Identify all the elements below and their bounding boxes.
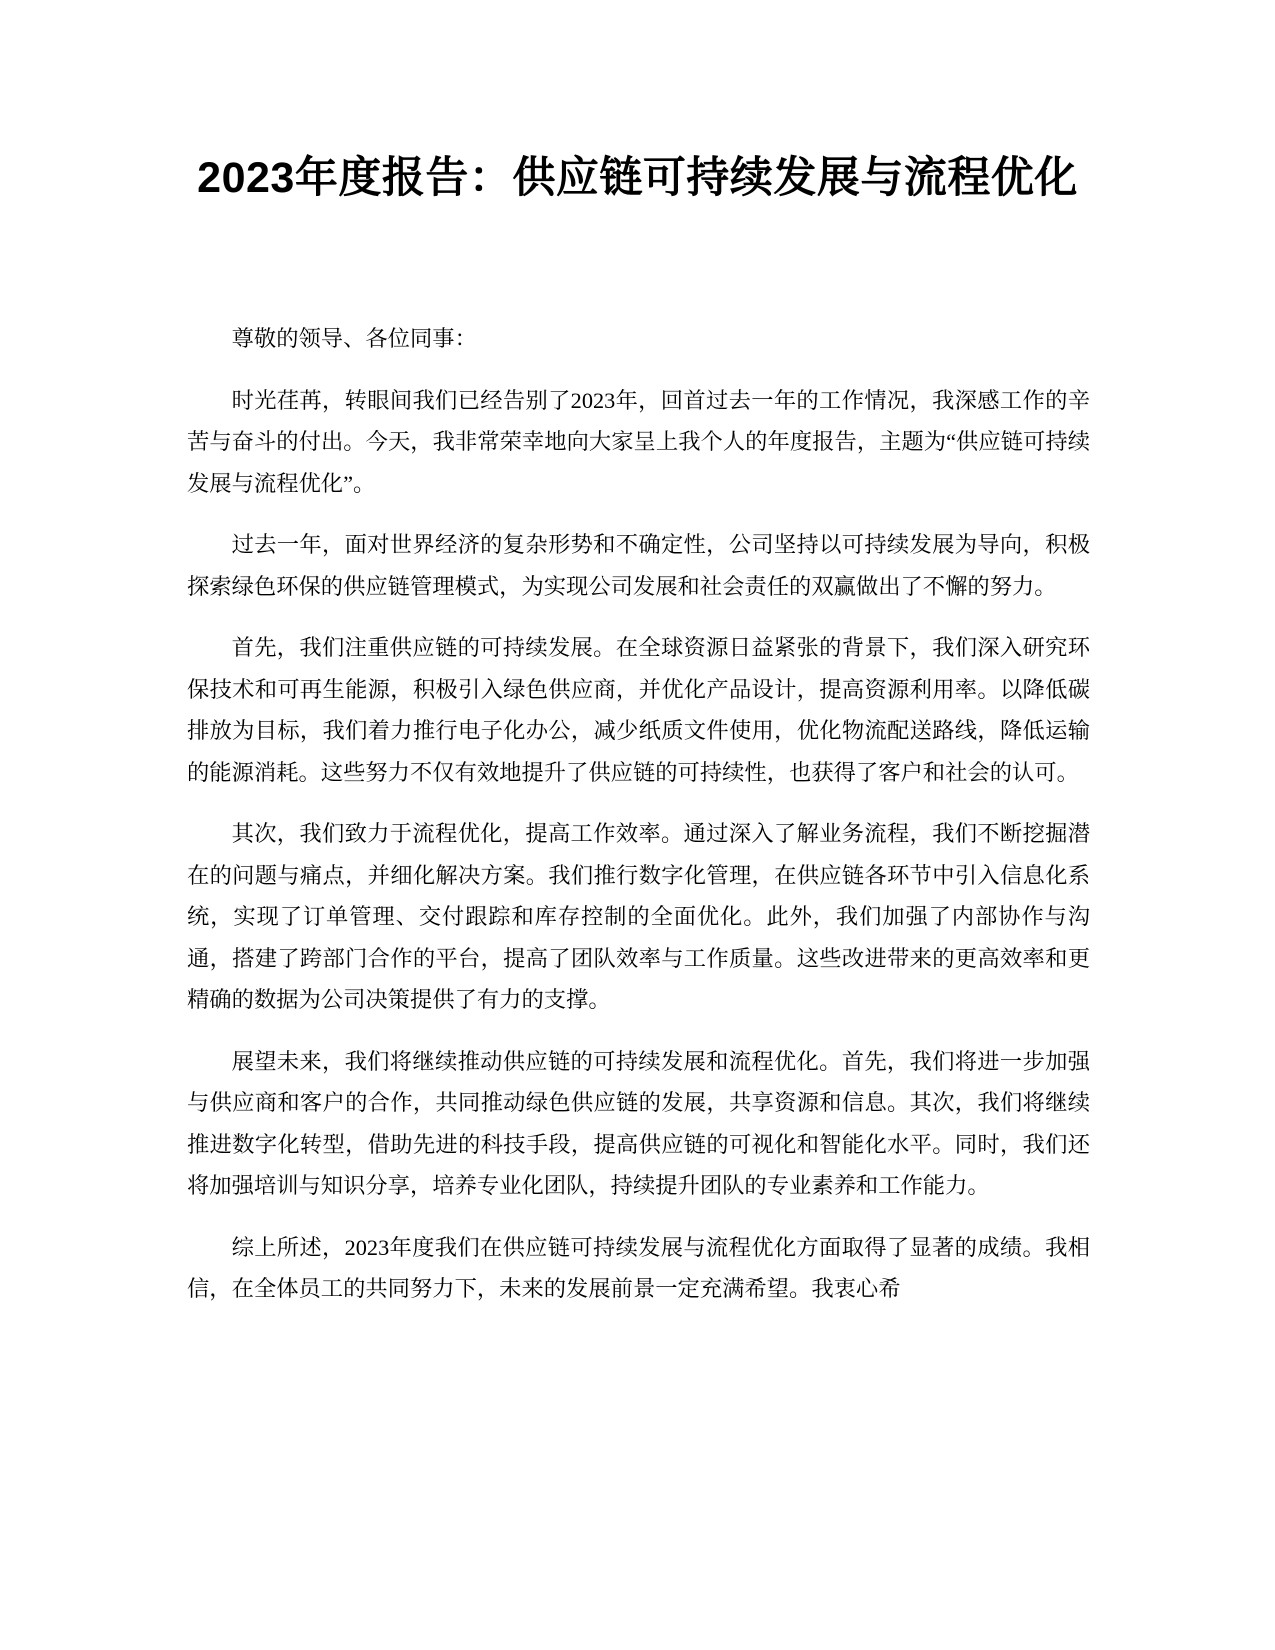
document-body <box>187 318 1090 1330</box>
body-paragraph: 综上所述，2023年度我们在供应链可持续发展与流程优化方面取得了显著的成绩。我相信，在全体员工的共同努力下，未来的发展前景一定充满希望。我衷心希 <box>187 1234 1090 1301</box>
body-paragraph: 时光荏苒，转眼间我们已经告别了2023年，回首过去一年的工作情况，我深感工作的辛苦与奋斗的付出。今天，我非常荣幸地向大家呈上我个人的年度报告，主题为“供应链可持续发展与流程优化”。 <box>187 387 1090 496</box>
document-title: 2023年度报告：供应链可持续发展与流程优化 <box>197 154 1078 202</box>
body-paragraph: 展望未来，我们将继续推动供应链的可持续发展和流程优化。首先，我们将进一步加强与供应商和客户的合作，共同推动绿色供应链的发展，共享资源和信息。其次，我们将继续推进数字化转型，借助先进的科技手段，提高供应链的可视化和智能化水平。同时，我们还将加强培训与知识分享，培养专业化团队，持续提升团队的专业素养和工作能力。 <box>187 1048 1090 1198</box>
body-paragraph: 其次，我们致力于流程优化，提高工作效率。通过深入了解业务流程，我们不断挖掘潜在的问题与痛点，并细化解决方案。我们推行数字化管理，在供应链各环节中引入信息化系统，实现了订单管理、交付跟踪和库存控制的全面优化。此外，我们加强了内部协作与沟通，搭建了跨部门合作的平台，提高了团队效率与工作质量。这些改进带来的更高效率和更精确的数据为公司决策提供了有力的支撑。 <box>187 821 1090 1012</box>
body-paragraph: 过去一年，面对世界经济的复杂形势和不确定性，公司坚持以可持续发展为导向，积极探索绿色环保的供应链管理模式，为实现公司发展和社会责任的双赢做出了不懈的努力。 <box>187 532 1090 599</box>
salutation-paragraph: 尊敬的领导、各位同事： <box>231 326 477 351</box>
body-paragraph: 首先，我们注重供应链的可持续发展。在全球资源日益紧张的背景下，我们深入研究环保技术和可再生能源，积极引入绿色供应商，并优化产品设计，提高资源利用率。以降低碳排放为目标，我们着力推行电子化办公，减少纸质文件使用，优化物流配送路线，降低运输的能源消耗。这些努力不仅有效地提升了供应链的可持续性，也获得了客户和社会的认可。 <box>187 635 1090 785</box>
